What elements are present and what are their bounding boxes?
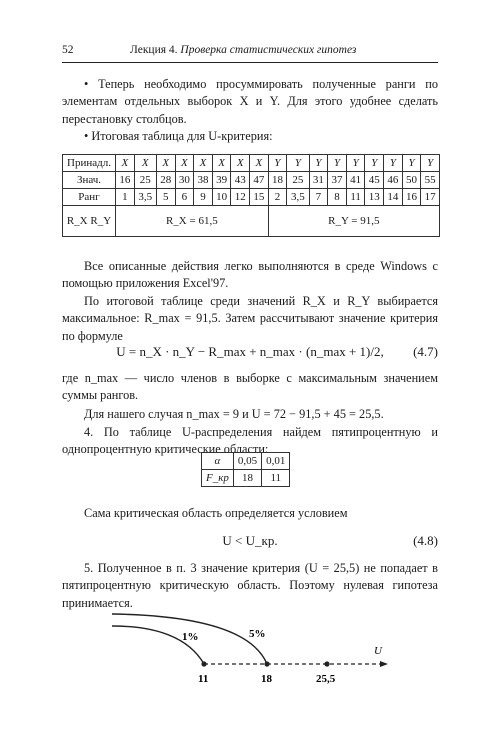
value-cell: 43 xyxy=(231,172,250,189)
membership-cell: X xyxy=(231,155,250,172)
value-cell: 25 xyxy=(287,172,309,189)
alpha-label: α xyxy=(202,453,234,470)
rx-sum-cell: R_X = 61,5 xyxy=(116,206,269,237)
table-row-ranks xyxy=(63,189,440,206)
value-cell: 18 xyxy=(268,172,287,189)
value-cell: 30 xyxy=(175,172,194,189)
membership-cell: Y xyxy=(402,155,421,172)
value-cell: 25 xyxy=(134,172,156,189)
ry-sum-cell: R_Y = 91,5 xyxy=(268,206,439,237)
rank-cell: 10 xyxy=(212,189,231,206)
value-cell: 45 xyxy=(365,172,384,189)
paragraph-1-text: Все описанные действия легко выполняются в среде Windows с помощью приложения Excel'97. xyxy=(62,259,438,291)
paragraph-7 xyxy=(62,560,438,612)
fcrit-label: F_кр xyxy=(202,470,234,487)
paragraph-6 xyxy=(62,505,438,522)
rank-cell: 11 xyxy=(346,189,365,206)
value-cell: 50 xyxy=(402,172,421,189)
table-row-membership xyxy=(63,155,440,172)
table-row-values xyxy=(63,172,440,189)
value-cell: 47 xyxy=(250,172,269,189)
membership-cell: Y xyxy=(421,155,440,172)
value-cell: 38 xyxy=(194,172,213,189)
membership-cell: Y xyxy=(328,155,347,172)
paragraph-7-text: 5. Полученное в п. 3 значение критерия (U = 25,5) не попадает в пятипроцентную критическую область. Поэтому нулевая гипотеза принимается. xyxy=(62,561,438,610)
membership-cell: X xyxy=(194,155,213,172)
row-label: Принадл. xyxy=(63,155,116,172)
point-25-5 xyxy=(324,661,329,666)
rank-cell: 5 xyxy=(156,189,175,206)
value-cell: 55 xyxy=(421,172,440,189)
value-cell: 31 xyxy=(309,172,328,189)
rank-cell: 12 xyxy=(231,189,250,206)
membership-cell: Y xyxy=(384,155,403,172)
rank-cell: 16 xyxy=(402,189,421,206)
membership-cell: Y xyxy=(309,155,328,172)
tick-25-5: 25,5 xyxy=(316,673,336,685)
rank-cell: 17 xyxy=(421,189,440,206)
paragraph-4-text: Для нашего случая n_max = 9 и U = 72 − 91,5 + 45 = 25,5. xyxy=(84,407,384,421)
membership-cell: Y xyxy=(268,155,287,172)
paragraph-4 xyxy=(62,406,438,423)
row-label: Ранг xyxy=(63,189,116,206)
rank-cell: 15 xyxy=(250,189,269,206)
header-title xyxy=(130,44,356,56)
value-cell: 41 xyxy=(346,172,365,189)
membership-cell: X xyxy=(134,155,156,172)
fcrit-value: 11 xyxy=(262,470,290,487)
page-number: 52 xyxy=(62,44,74,56)
critical-values-table xyxy=(201,452,290,487)
rank-cell: 14 xyxy=(384,189,403,206)
point-18 xyxy=(264,661,269,666)
rank-cell: 1 xyxy=(116,189,135,206)
membership-cell: X xyxy=(250,155,269,172)
paragraph-1 xyxy=(62,258,438,293)
fcrit-value: 18 xyxy=(233,470,261,487)
bullet-2-content: Итоговая таблица для U-критерия: xyxy=(91,129,273,143)
rank-cell: 3,5 xyxy=(134,189,156,206)
membership-cell: X xyxy=(212,155,231,172)
rank-cell: 13 xyxy=(365,189,384,206)
bullet-2: • Итоговая таблица для U-критерия: xyxy=(84,129,273,143)
value-cell: 16 xyxy=(116,172,135,189)
paragraph-2 xyxy=(62,293,438,345)
label-1pct: 1% xyxy=(182,631,199,643)
paragraph-6-text: Сама критическая область определяется условием xyxy=(84,506,348,520)
formula-4-8-number: (4.8) xyxy=(413,533,438,548)
rank-cell: 6 xyxy=(175,189,194,206)
row-label: Знач. xyxy=(63,172,116,189)
formula-4-7-number: (4.7) xyxy=(413,344,438,359)
tick-18: 18 xyxy=(261,673,272,685)
bullet-1-content: Теперь необходимо просуммировать полученные ранги по элементам отдельных выборок X и Y. Для этого удобнее сделать перестановку столбцов. xyxy=(62,77,438,126)
label-5pct: 5% xyxy=(249,628,266,640)
bullet-1 xyxy=(62,76,438,128)
rank-cell: 7 xyxy=(309,189,328,206)
value-cell: 46 xyxy=(384,172,403,189)
paragraph-3-text: где n_max — число членов в выборке с максимальным значением суммы рангов. xyxy=(62,371,438,403)
rank-cell: 8 xyxy=(328,189,347,206)
table-row-rank-sums xyxy=(63,206,440,237)
point-11 xyxy=(201,661,206,666)
rank-cell: 9 xyxy=(194,189,213,206)
membership-cell: X xyxy=(175,155,194,172)
ranking-table xyxy=(62,154,440,237)
paragraph-2-text: По итоговой таблице среди значений R_X и R_Y выбирается максимальное: R_max = 91,5. Затем рассчитывают значение критерия по формуле xyxy=(62,294,438,343)
alpha-value: 0,01 xyxy=(262,453,290,470)
value-cell: 39 xyxy=(212,172,231,189)
axis-arrow-icon xyxy=(380,661,388,667)
value-cell: 28 xyxy=(156,172,175,189)
tick-11: 11 xyxy=(198,673,209,685)
value-cell: 37 xyxy=(328,172,347,189)
row-label-rank-sums: R_X R_Y xyxy=(63,206,116,237)
lecture-label: Лекция 4. xyxy=(130,44,178,56)
running-header xyxy=(62,44,438,63)
membership-cell: Y xyxy=(365,155,384,172)
bullet-1-text: • Теперь необходимо просуммировать полученные ранги по элементам отдельных выборок X и Y. Для этого удобнее сделать перестановку столбцов. xyxy=(62,77,438,126)
membership-cell: X xyxy=(116,155,135,172)
membership-cell: Y xyxy=(346,155,365,172)
rank-cell: 2 xyxy=(268,189,287,206)
table-row-fcrit xyxy=(202,470,290,487)
alpha-value: 0,05 xyxy=(233,453,261,470)
lecture-topic: Проверка статистических гипотез xyxy=(180,44,357,56)
membership-cell: Y xyxy=(287,155,309,172)
formula-4-7-expression: U = n_X · n_Y − R_max + n_max · (n_max + 1)/2, xyxy=(116,344,384,359)
membership-cell: X xyxy=(156,155,175,172)
axis-label: U xyxy=(374,645,382,657)
rank-cell: 3,5 xyxy=(287,189,309,206)
formula-4-8-expression: U < U_кр. xyxy=(222,533,278,548)
critical-region-diagram xyxy=(62,612,402,692)
paragraph-5-text: 4. По таблице U-распределения найдем пятипроцентную и однопроцентную критические области: xyxy=(62,425,438,457)
paragraph-3 xyxy=(62,370,438,405)
table-row-alpha xyxy=(202,453,290,470)
